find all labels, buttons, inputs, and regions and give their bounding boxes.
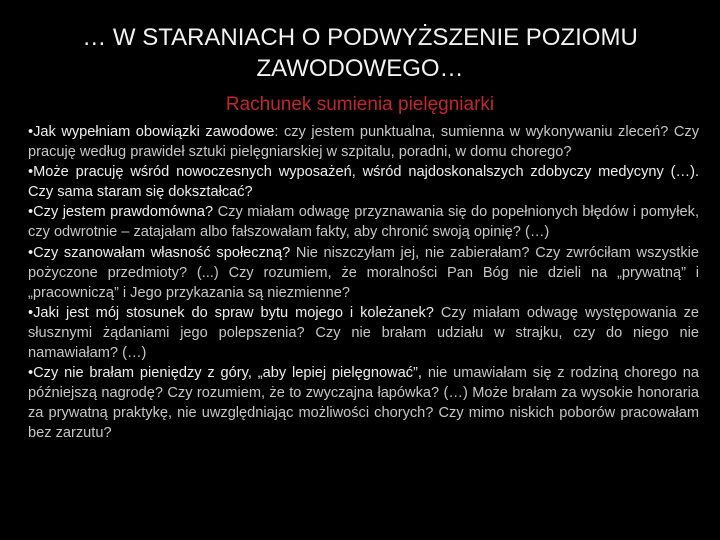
paragraph-modern-equipment [28, 162, 699, 202]
slide-body [28, 122, 699, 444]
paragraph-lead: •Jak wypełniam obowiązki zawodowe [28, 124, 275, 140]
slide-subtitle: Rachunek sumienia pielęgniarki [225, 94, 495, 115]
paragraph-social-property [28, 243, 699, 303]
paragraph-text: Nie niszczyłam jej, nie zabierałam? Czy zwróciłam wszystkie pożyczone przedmioty? (...) Czy rozumiem, że moralności Pan Bóg nie dzieli na „prywatną” i „pracowniczą” i Jego przykazania są niezmienne? [28, 244, 699, 301]
title-line-1: … W STARANIACH O PODWYŻSZENIE POZIOMU [82, 24, 638, 51]
paragraph-duties [28, 122, 699, 162]
slide-title [20, 22, 700, 84]
paragraph-lead: •Jaki jest mój stosunek do spraw bytu mojego i koleżanek? [28, 304, 434, 321]
paragraph-text: Czy miałam odwagę występowania ze słusznymi żądaniami jego polepszenia? Czy nie brałam udziału w strajku, czy do niego nie namawiałam? (…) [28, 304, 700, 362]
paragraph-text: nie umawiałam się z rodziną chorego na późniejszą nagrodę? Czy rozumiem, że to zwyczajna łapówka? (…) Może brałam za wysokie honoraria za prywatną praktykę, nie uwzględniając możliwości chorych? Czy mimo niskich poborów pracowałam bez zarzutu? [28, 365, 699, 442]
paragraph-living-conditions [28, 303, 699, 363]
paragraph-lead: •Czy nie brałam pieniędzy z góry, „aby lepiej pielęgnować”, [28, 365, 422, 382]
paragraph-text: Czy miałam odwagę przyznawania się do popełnionych błędów i pomyłek, czy odwrotnie – zatajałam albo fałszowałam fakty, aby chronić swoją opinię? (…) [28, 204, 699, 241]
paragraph-bribes [28, 363, 699, 443]
paragraph-lead: •Może pracuję wśród nowoczesnych wyposażeń, wśród najdoskonalszych zdobyczy medycyny (…). Czy sama staram się dokształcać? [28, 164, 699, 201]
paragraph-lead: •Czy jestem prawdomówna? [28, 204, 214, 221]
title-line-2: ZAWODOWEGO… [256, 55, 464, 82]
paragraph-text: : czy jestem punktualna, sumienna w wykonywaniu zleceń? Czy pracuję według prawideł sztuki pielęgniarskiej w szpitalu, poradni, w domu chorego? [28, 124, 699, 161]
paragraph-lead: •Czy szanowałam własność społeczną? [28, 244, 291, 261]
paragraph-truthfulness [28, 202, 699, 242]
